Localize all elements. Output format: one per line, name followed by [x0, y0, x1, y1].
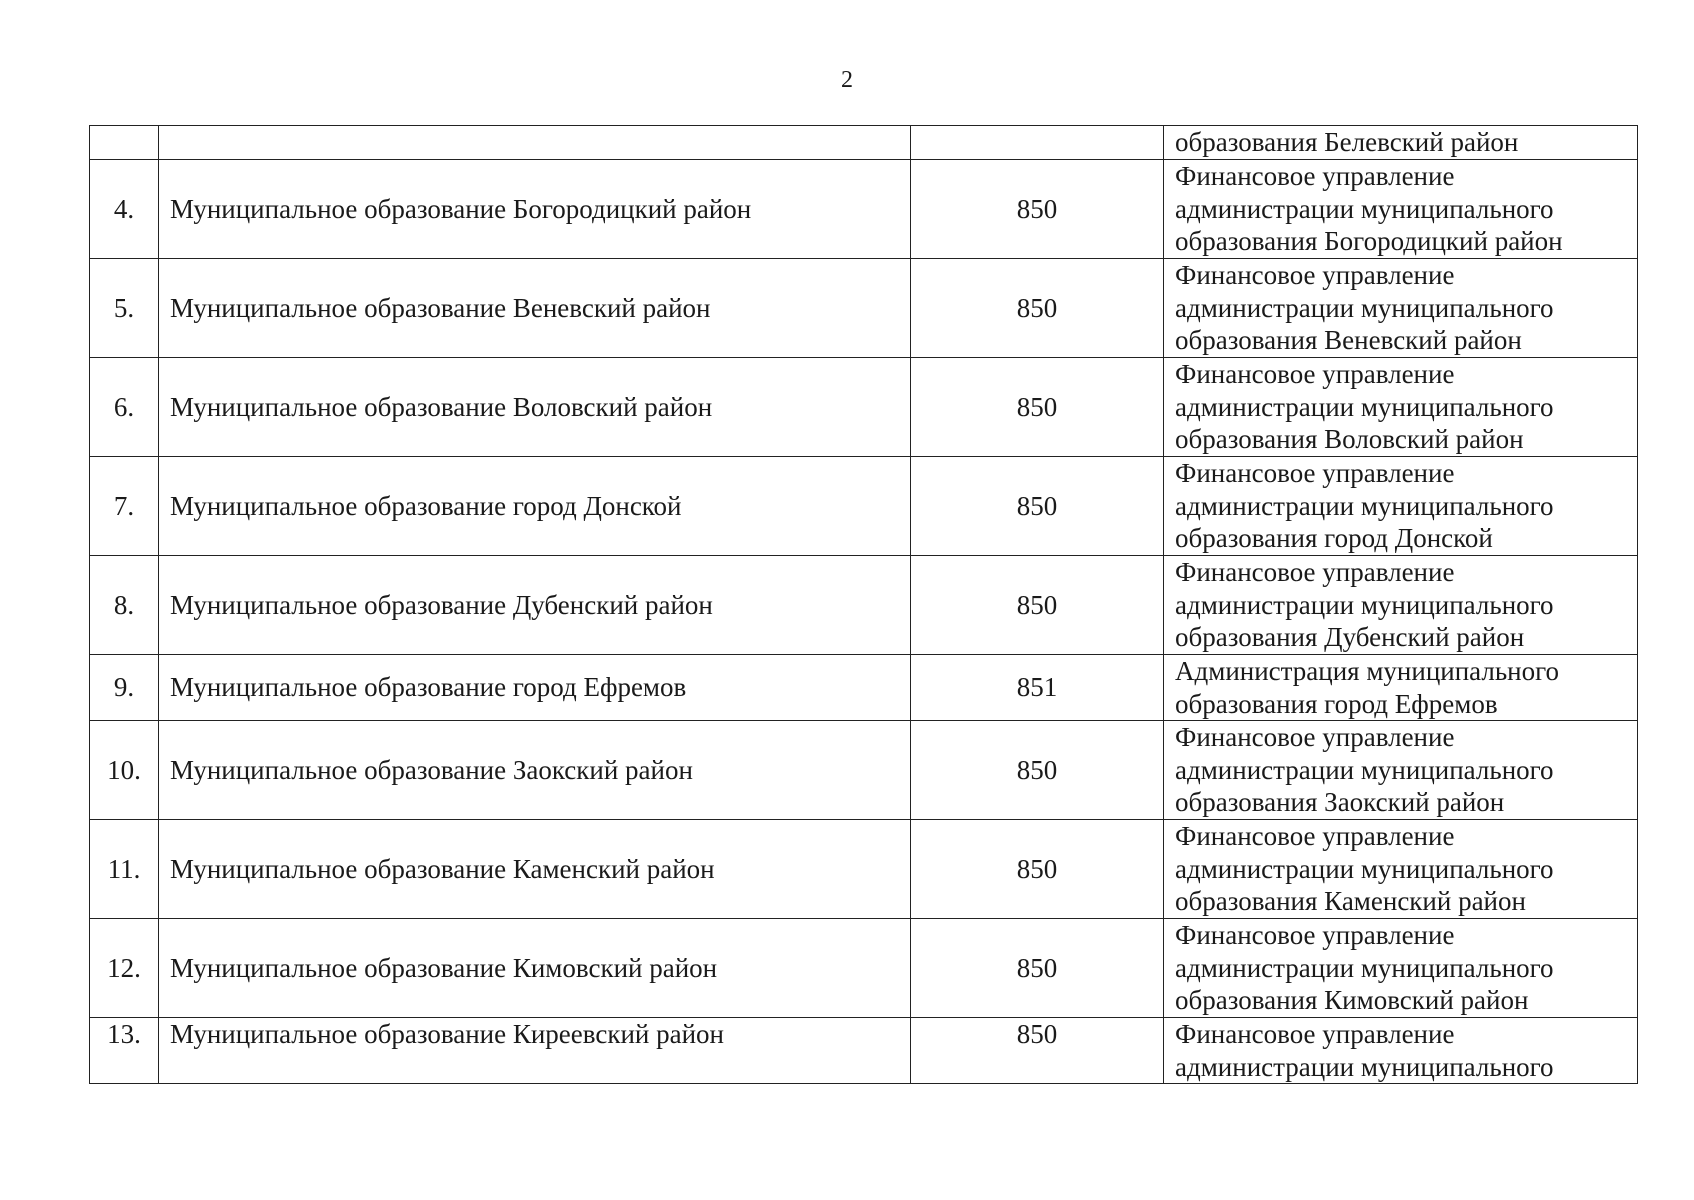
administrator-line: администрации муниципального — [1175, 391, 1554, 422]
row-number-cell: 8. — [90, 556, 159, 655]
administrator-line: образования Каменский район — [1175, 886, 1526, 917]
municipality-name-cell: Муниципальное образование Богородицкий район — [159, 160, 911, 259]
administrator-line: администрации муниципального — [1175, 292, 1554, 323]
code-cell: 850 — [911, 556, 1164, 655]
municipality-name-cell: Муниципальное образование Веневский район — [159, 259, 911, 358]
code-cell: 851 — [911, 655, 1164, 721]
row-number-cell: 12. — [90, 919, 159, 1018]
table-body — [90, 126, 1638, 1084]
code-cell: 850 — [911, 721, 1164, 820]
administrator-line: образования город Донской — [1175, 523, 1493, 554]
administrator-cell — [1164, 1018, 1638, 1084]
administrator-line: Финансовое управление — [1175, 1019, 1455, 1049]
administrator-line: администрации муниципального — [1175, 589, 1554, 620]
administrator-line: Финансовое управление — [1175, 359, 1455, 390]
administrator-line: администрации муниципального — [1175, 1051, 1554, 1082]
code-cell: 850 — [911, 1018, 1164, 1084]
municipality-name-cell: Муниципальное образование город Ефремов — [159, 655, 911, 721]
row-number-cell: 10. — [90, 721, 159, 820]
administrator-line: образования Дубенский район — [1175, 622, 1525, 653]
administrator-line: Финансовое управление — [1175, 722, 1455, 753]
row-number-cell: 11. — [90, 820, 159, 919]
table-row-continuation — [90, 126, 1638, 160]
municipality-name-cell: Муниципальное образование Дубенский район — [159, 556, 911, 655]
code-cell: 850 — [911, 358, 1164, 457]
page-number: 2 — [841, 67, 853, 93]
municipality-name-cell: Муниципальное образование Каменский район — [159, 820, 911, 919]
administrator-line: администрации муниципального — [1175, 952, 1554, 983]
administrator-line: Администрация муниципального — [1175, 656, 1560, 686]
administrator-cell — [1164, 556, 1638, 655]
administrator-cell — [1164, 126, 1638, 160]
municipality-name-cell: Муниципальное образование город Донской — [159, 457, 911, 556]
table-row — [90, 655, 1638, 721]
row-number-cell: 5. — [90, 259, 159, 358]
municipality-name-cell: Муниципальное образование Кимовский район — [159, 919, 911, 1018]
administrator-line: образования город Ефремов — [1175, 688, 1498, 719]
administrator-line: образования Богородицкий район — [1175, 226, 1563, 257]
administrator-line: Финансовое управление — [1175, 557, 1455, 588]
administrator-line: администрации муниципального — [1175, 853, 1554, 884]
row-number-cell: 13. — [90, 1018, 159, 1084]
municipality-name-cell: Муниципальное образование Киреевский район — [159, 1018, 911, 1084]
administrator-line: образования Веневский район — [1175, 325, 1522, 356]
administrator-line: образования Белевский район — [1175, 127, 1519, 158]
administrator-cell — [1164, 721, 1638, 820]
code-cell: 850 — [911, 457, 1164, 556]
table-row — [90, 721, 1638, 820]
table-row — [90, 556, 1638, 655]
administrator-line: Финансовое управление — [1175, 260, 1455, 291]
municipality-name-cell: Муниципальное образование Заокский район — [159, 721, 911, 820]
code-cell: 850 — [911, 919, 1164, 1018]
code-cell — [911, 126, 1164, 160]
row-number-cell: 9. — [90, 655, 159, 721]
table-row — [90, 259, 1638, 358]
administrator-cell — [1164, 820, 1638, 919]
administrator-cell — [1164, 259, 1638, 358]
code-cell: 850 — [911, 259, 1164, 358]
table-row — [90, 457, 1638, 556]
administrator-cell — [1164, 919, 1638, 1018]
table-row — [90, 1018, 1638, 1084]
administrator-line: Финансовое управление — [1175, 920, 1455, 951]
table-row — [90, 358, 1638, 457]
table-row — [90, 160, 1638, 259]
administrator-cell — [1164, 358, 1638, 457]
administrator-line: администрации муниципального — [1175, 193, 1554, 224]
table-row — [90, 919, 1638, 1018]
administrator-line: образования Заокский район — [1175, 787, 1505, 818]
administrator-cell — [1164, 457, 1638, 556]
administrator-line: образования Воловский район — [1175, 424, 1524, 455]
administrator-line: Финансовое управление — [1175, 821, 1455, 852]
code-cell: 850 — [911, 820, 1164, 919]
administrator-line: администрации муниципального — [1175, 490, 1554, 521]
administrator-line: администрации муниципального — [1175, 754, 1554, 785]
administrator-cell — [1164, 160, 1638, 259]
row-number-cell: 6. — [90, 358, 159, 457]
administrator-line: образования Кимовский район — [1175, 985, 1529, 1016]
administrator-line: Финансовое управление — [1175, 458, 1455, 489]
administrator-line: Финансовое управление — [1175, 161, 1455, 192]
municipalities-table — [89, 125, 1638, 1084]
row-number-cell — [90, 126, 159, 160]
administrator-cell — [1164, 655, 1638, 721]
municipality-name-cell: Муниципальное образование Воловский район — [159, 358, 911, 457]
municipality-name-cell — [159, 126, 911, 160]
row-number-cell: 4. — [90, 160, 159, 259]
code-cell: 850 — [911, 160, 1164, 259]
row-number-cell: 7. — [90, 457, 159, 556]
table-row — [90, 820, 1638, 919]
